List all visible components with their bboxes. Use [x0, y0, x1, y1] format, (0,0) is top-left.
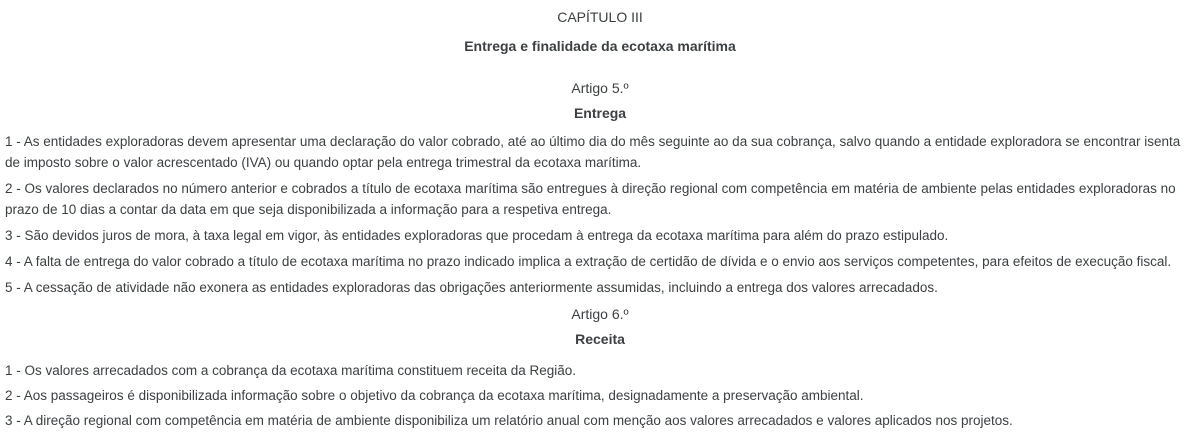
article-5-paragraph: 4 - A falta de entrega do valor cobrado a título de ecotaxa marítima no prazo indicado implica a extração de certidão de dívida e o envio aos serviços competentes, para efeitos de execução fiscal. — [5, 254, 1172, 269]
article-6-heading: Artigo 6.º — [571, 306, 629, 322]
article-5-section — [5, 80, 1195, 298]
chapter-title: Entrega e finalidade da ecotaxa marítima — [464, 38, 736, 54]
article-6-paragraph: 3 - A direção regional com competência em matéria de ambiente disponibiliza um relatório anual com menção aos valores arrecadados e valores aplicados nos projetos. — [5, 413, 1013, 428]
article-6-paragraph: 1 - Os valores arrecadados com a cobrança da ecotaxa marítima constituem receita da Região. — [5, 363, 577, 378]
article-6-section — [5, 306, 1195, 431]
article-5-paragraph: 1 - As entidades exploradoras devem apresentar uma declaração do valor cobrado, até ao último dia do mês seguinte ao da sua cobrança, salvo quando a entidade exploradora se encontrar isenta de imposto sobre o valor acrescentado (IVA) ou quando optar pela entrega trimestral da ecotaxa marítima. — [5, 134, 1181, 170]
article-6-title: Receita — [575, 331, 625, 347]
article-5-paragraph: 5 - A cessação de atividade não exonera as entidades exploradoras das obrigações anteriormente assumidas, incluindo a entrega dos valores arrecadados. — [5, 280, 938, 295]
article-5-heading: Artigo 5.º — [571, 80, 629, 96]
article-5-paragraph: 3 - São devidos juros de mora, à taxa legal em vigor, às entidades exploradoras que procedam à entrega da ecotaxa marítima para além do prazo estipulado. — [5, 228, 949, 243]
chapter-heading: CAPÍTULO III — [557, 9, 643, 25]
article-5-paragraph: 2 - Os valores declarados no número anterior e cobrados a título de ecotaxa marítima são entregues à direção regional com competência em matéria de ambiente pelas entidades exploradoras no prazo de 10 dias a contar da data em que seja disponibilizada a informação para a respetiva entrega. — [5, 181, 1176, 217]
article-6-paragraph: 2 - Aos passageiros é disponibilizada informação sobre o objetivo da cobrança da ecotaxa marítima, designadamente a preservação ambiental. — [5, 388, 864, 403]
article-5-title: Entrega — [573, 105, 627, 121]
